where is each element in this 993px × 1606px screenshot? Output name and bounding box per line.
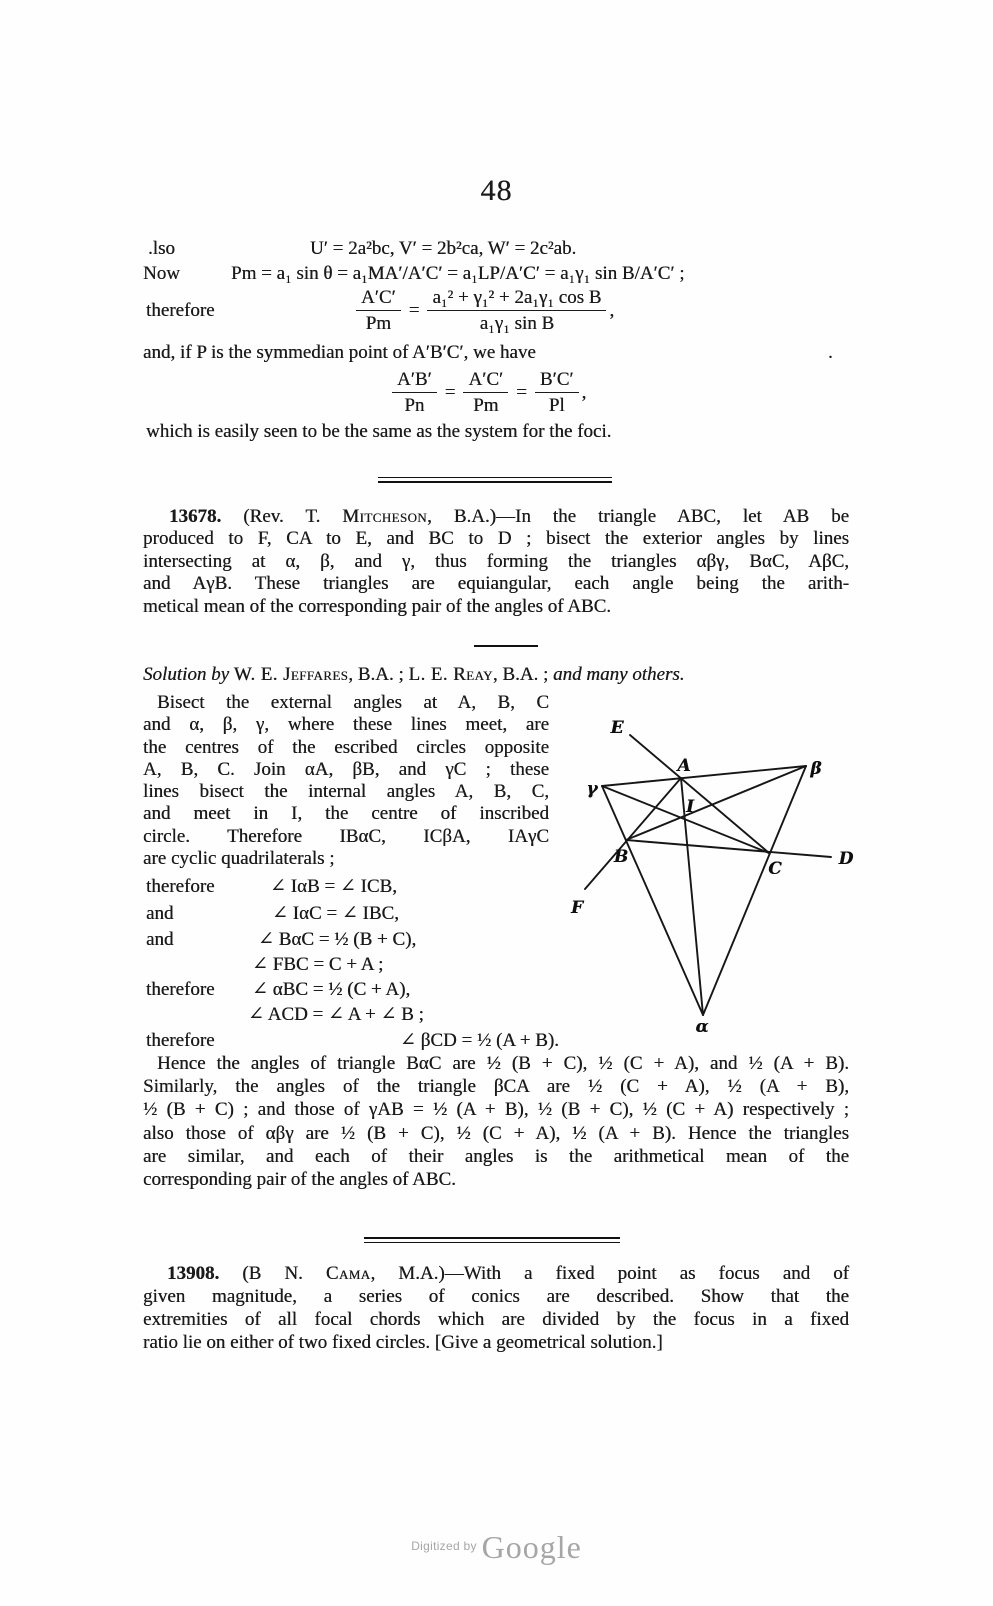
heading-text: , M.A.)—With a fixed point as focus and of xyxy=(370,1263,849,1284)
angle-equation-row xyxy=(146,1004,424,1026)
fraction-group xyxy=(356,286,614,336)
problem-body xyxy=(143,1285,849,1354)
text-line: A, B, C. Join αA, βB, and γC ; these xyxy=(143,758,549,780)
figure-label: E xyxy=(610,718,624,738)
section-divider xyxy=(364,1237,620,1243)
page-number: 48 xyxy=(480,174,513,207)
equation-text: Pm = a₁ sin θ = a₁MA′/A′C′ = a₁LP/A′C′ = a₁γ₁ sin B/A′C′ ; xyxy=(231,263,685,284)
problem-body xyxy=(143,528,849,618)
equation-label: therefore xyxy=(146,1030,215,1051)
equation-text: ∠ βCD = ½ (A + B). xyxy=(400,1030,559,1051)
equation-tail: , xyxy=(609,299,615,321)
byline-text: , B.A. ; xyxy=(348,664,409,685)
byline-text: Solution by xyxy=(143,664,234,685)
angle-equation-row xyxy=(146,903,399,925)
fraction-denominator: Pl xyxy=(535,392,579,418)
heading-text: (Rev. T. xyxy=(221,506,343,527)
text-line: and, if P is the symmedian point of A′B′C′, we have xyxy=(143,342,536,363)
scan-artifact-dot: . xyxy=(828,342,833,363)
figure-label: I xyxy=(686,797,694,817)
text-line: ratio lie on either of two fixed circles. [Give a geometrical solution.] xyxy=(143,1332,663,1353)
fraction-denominator: Pm xyxy=(463,392,508,418)
figure-line xyxy=(630,735,769,853)
equals-sign: = xyxy=(444,381,456,403)
text-line: also those of αβγ are ½ (B + C), ½ (C + A), ½ (A + B). Hence the triangles xyxy=(143,1122,849,1144)
equation-label: therefore xyxy=(146,299,215,321)
byline-text: and many others. xyxy=(553,664,685,685)
byline-text: , B.A. ; xyxy=(492,664,554,685)
text-line: intersecting at α, β, and γ, thus forming the triangles αβγ, BαC, AβC, xyxy=(143,550,849,572)
figure-line xyxy=(703,766,806,1015)
equals-sign: = xyxy=(516,381,527,403)
fraction-numerator: A′C′ xyxy=(361,287,396,308)
solver-name: L. E. Reay xyxy=(408,664,493,685)
fraction xyxy=(535,368,579,418)
equation-fraction-row xyxy=(392,368,586,418)
text-line: ½ (B + C) ; and those of γAB = ½ (A + B), ½ (B + C), ½ (C + A) respectively ; xyxy=(143,1099,849,1121)
figure-label: γ xyxy=(586,779,598,799)
figure-label: β xyxy=(810,759,822,779)
section-divider xyxy=(378,477,612,483)
problem-number: 13908. xyxy=(167,1263,220,1284)
problem-13678 xyxy=(143,506,849,618)
short-divider xyxy=(474,645,538,647)
author-name: Cama xyxy=(325,1263,371,1284)
text-line: given magnitude, a series of conics are described. Show that the xyxy=(143,1286,849,1307)
fraction xyxy=(427,286,606,336)
text-line: lines bisect the internal angles A, B, C, xyxy=(143,781,549,803)
equation-fraction-row xyxy=(146,286,614,336)
google-logo-text: Google xyxy=(481,1529,582,1565)
equation-text: U′ = 2a²bc, V′ = 2b²ca, W′ = 2c²ab. xyxy=(310,238,577,259)
geometry-figure xyxy=(540,680,940,1050)
figure-label: A xyxy=(677,756,691,776)
equation-label: and xyxy=(146,903,174,924)
equation-text: ∠ IαC = ∠ IBC, xyxy=(272,903,399,924)
digitized-by-text: Digitized by xyxy=(411,1539,477,1553)
text-line: are cyclic quadrilaterals ; xyxy=(143,848,335,870)
fraction-numerator: A′C′ xyxy=(468,369,504,390)
fraction-numerator: B′C′ xyxy=(539,369,574,390)
equation-line-now xyxy=(143,263,943,285)
equation-line-also xyxy=(148,238,908,260)
author-name: Mitcheson xyxy=(342,506,428,527)
fraction-denominator: Pm xyxy=(356,310,401,336)
text-line: and meet in I, the centre of inscribed xyxy=(143,803,549,825)
text-line: the centres of the escribed circles opposite xyxy=(143,736,549,758)
fraction xyxy=(356,286,401,336)
equation-label: therefore xyxy=(146,979,215,1000)
equation-text: ∠ FBC = C + A ; xyxy=(252,954,384,975)
watermark xyxy=(0,1529,993,1565)
fraction-numerator: A′B′ xyxy=(397,369,432,390)
angle-equation-row xyxy=(146,929,416,951)
solution-paragraph xyxy=(143,692,549,870)
figure-label: α xyxy=(695,1017,709,1037)
angle-equation-row xyxy=(146,979,410,1001)
fraction-denominator: a₁γ₁ sin B xyxy=(427,310,606,336)
figure-label: F xyxy=(570,898,584,918)
text-line: are similar, and each of their angles is the arithmetical mean of the xyxy=(143,1145,849,1167)
equation-label: Now xyxy=(143,263,180,284)
problem-heading xyxy=(143,1262,849,1285)
figure-label: D xyxy=(838,849,854,869)
angle-equation-row xyxy=(146,876,397,898)
text-line: produced to F, CA to E, and BC to D ; bisect the exterior angles by lines xyxy=(143,528,849,550)
equation-label: therefore xyxy=(146,876,215,897)
equation-text: ∠ BαC = ½ (B + C), xyxy=(258,929,417,950)
text-line: Bisect the external angles at A, B, C xyxy=(157,692,549,713)
problem-13908 xyxy=(143,1262,849,1354)
angle-equation-row xyxy=(146,954,383,976)
text-line: circle. Therefore IBαC, ICβA, IAγC xyxy=(143,825,549,847)
text-line: metical mean of the corresponding pair of the angles of ABC. xyxy=(143,595,612,617)
equation-tail: , xyxy=(581,381,587,403)
text-line: Hence the angles of triangle BαC are ½ (B + C), ½ (C + A), and ½ (A + B). xyxy=(157,1053,849,1074)
figure-label: C xyxy=(768,859,782,879)
text-line: corresponding pair of the angles of ABC. xyxy=(143,1169,456,1191)
problem-number: 13678. xyxy=(169,506,222,527)
text-line: which is easily seen to be the same as the system for the foci. xyxy=(146,421,612,442)
conclusion-paragraph xyxy=(143,1052,849,1191)
heading-text: (B N. xyxy=(219,1263,326,1284)
angle-equation-row xyxy=(146,1030,559,1052)
equation-label: .lso xyxy=(148,238,175,259)
fraction-numerator: a₁² + γ₁² + 2a₁γ₁ cos B xyxy=(432,287,602,308)
equation-text: ∠ ACD = ∠ A + ∠ B ; xyxy=(248,1004,424,1025)
figure-line xyxy=(626,840,831,857)
figure-line xyxy=(602,766,806,786)
solver-name: W. E. Jeffares xyxy=(233,664,349,685)
text-line: and AγB. These triangles are equiangular, each angle being the arith- xyxy=(143,573,849,595)
fraction xyxy=(392,368,437,418)
text-line: and α, β, γ, where these lines meet, are xyxy=(143,714,549,736)
figure-line xyxy=(585,778,681,889)
equation-text: ∠ IαB = ∠ ICB, xyxy=(270,876,397,897)
text-line: Similarly, the angles of the triangle βCA are ½ (C + A), ½ (A + B), xyxy=(143,1076,849,1098)
problem-heading xyxy=(143,506,849,528)
figure-label: B xyxy=(613,847,629,867)
text-line: extremities of all focal chords which are divided by the focus in a fixed xyxy=(143,1309,849,1330)
heading-text: , B.A.)—In the triangle ABC, let AB be xyxy=(427,506,850,527)
equation-text: ∠ αBC = ½ (C + A), xyxy=(252,979,411,1000)
equals-sign: = xyxy=(408,299,420,321)
fraction-denominator: Pn xyxy=(392,392,437,418)
fraction xyxy=(463,368,508,418)
equation-label: and xyxy=(146,929,174,950)
